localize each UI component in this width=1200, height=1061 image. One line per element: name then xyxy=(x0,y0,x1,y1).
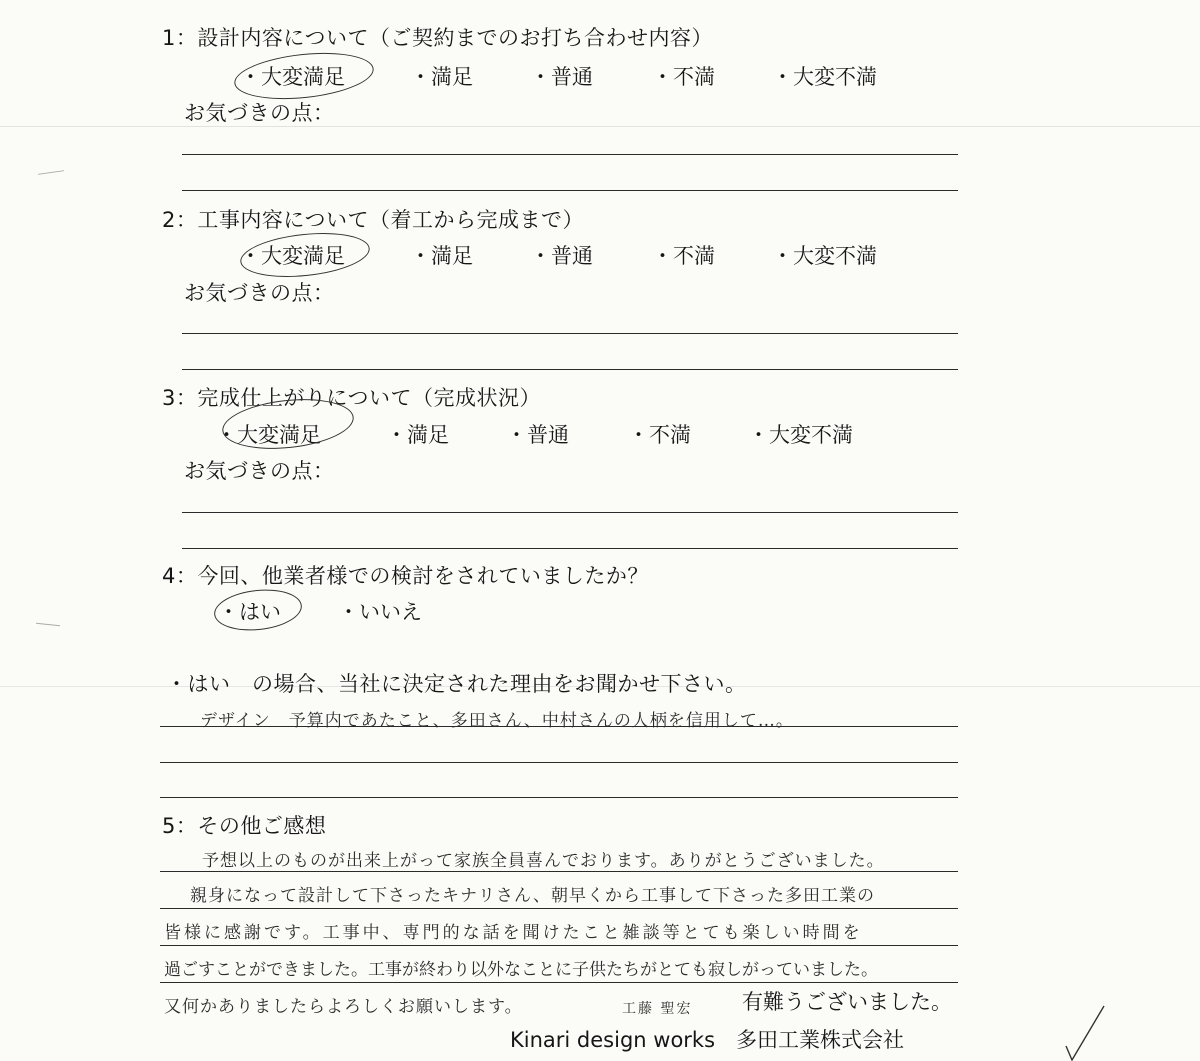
q5-title: 5：その他ご感想 xyxy=(162,814,327,838)
pen-check-mark xyxy=(1064,1004,1108,1061)
q1-notes-line-2 xyxy=(182,190,958,191)
q2-option-dissatisfied[interactable]: ・不満 xyxy=(652,244,715,268)
q4-selection-circle xyxy=(212,586,304,635)
q3-notes-line-2 xyxy=(182,548,958,549)
q5-comment-line: 皆様に感謝です。工事中、専門的な話を聞けたこと雑談等とても楽しい時間を xyxy=(164,923,863,943)
reason-answer: デザイン 予算内であたこと、多田さん、中村さんの人柄を信用して…。 xyxy=(200,711,794,731)
reason-prompt: ・はい の場合、当社に決定された理由をお聞かせ下さい。 xyxy=(166,672,747,696)
reason-line-3 xyxy=(160,797,958,798)
q3-option-dissatisfied[interactable]: ・不満 xyxy=(628,423,691,447)
q3-option-normal[interactable]: ・普通 xyxy=(506,423,569,447)
q3-title: 3：完成仕上がりについて（完成状況） xyxy=(162,386,541,410)
q3-option-very-dissatisfied[interactable]: ・大変不満 xyxy=(748,423,853,447)
q1-notes-line-1 xyxy=(182,154,958,155)
q5-line-1 xyxy=(160,871,958,872)
reason-line-2 xyxy=(160,762,958,763)
q1-option-satisfied[interactable]: ・満足 xyxy=(410,65,473,89)
q2-notes-line-1 xyxy=(182,333,958,334)
q4-option-yes[interactable]: ・はい xyxy=(218,600,281,624)
q1-title: 1：設計内容について（ご契約までのお打ち合わせ内容） xyxy=(162,26,713,50)
q2-option-satisfied[interactable]: ・満足 xyxy=(410,244,473,268)
q5-comment-line: 予想以上のものが出来上がって家族全員喜んでおります。ありがとうございました。 xyxy=(202,851,885,871)
scan-artifact-line xyxy=(0,126,1200,127)
q3-notes-label: お気づきの点： xyxy=(184,459,335,483)
q3-notes-line-1 xyxy=(182,512,958,513)
q5-line-4 xyxy=(160,982,958,983)
q2-option-very-satisfied[interactable]: ・大変満足 xyxy=(240,244,345,268)
q5-signature: 工藤 聖宏 xyxy=(622,1001,693,1017)
q5-comment-line: 又何かありましたらよろしくお願いします。 xyxy=(164,997,523,1017)
q5-thanks: 有難うございました。 xyxy=(742,990,952,1014)
q5-line-2 xyxy=(160,908,958,909)
footer-company: Kinari design works 多田工業株式会社 xyxy=(510,1028,905,1052)
q5-comment-line: 親身になって設計して下さったキナリさん、朝早くから工事して下さった多田工業の xyxy=(190,886,876,906)
q3-option-satisfied[interactable]: ・満足 xyxy=(386,423,449,447)
q2-selection-circle xyxy=(238,227,372,282)
q1-notes-label: お気づきの点： xyxy=(184,101,335,125)
scan-mark xyxy=(38,170,64,175)
q1-option-normal[interactable]: ・普通 xyxy=(530,65,593,89)
scan-mark xyxy=(36,623,60,627)
reason-line-1 xyxy=(160,726,958,727)
q1-option-very-satisfied[interactable]: ・大変満足 xyxy=(240,65,345,89)
q5-comment-line: 過ごすことができました。工事が終わり以外なことに子供たちがとても寂しがっていました。 xyxy=(164,960,878,980)
q1-option-dissatisfied[interactable]: ・不満 xyxy=(652,65,715,89)
q2-notes-label: お気づきの点： xyxy=(184,281,335,305)
q4-option-no[interactable]: ・いいえ xyxy=(338,600,422,624)
q5-line-3 xyxy=(160,945,958,946)
q2-notes-line-2 xyxy=(182,369,958,370)
q3-option-very-satisfied[interactable]: ・大変満足 xyxy=(216,423,321,447)
q2-option-normal[interactable]: ・普通 xyxy=(530,244,593,268)
q2-option-very-dissatisfied[interactable]: ・大変不満 xyxy=(772,244,877,268)
q1-option-very-dissatisfied[interactable]: ・大変不満 xyxy=(772,65,877,89)
q4-title: 4：今回、他業者様での検討をされていましたか？ xyxy=(162,564,649,588)
q2-title: 2：工事内容について（着工から完成まで） xyxy=(162,208,584,232)
